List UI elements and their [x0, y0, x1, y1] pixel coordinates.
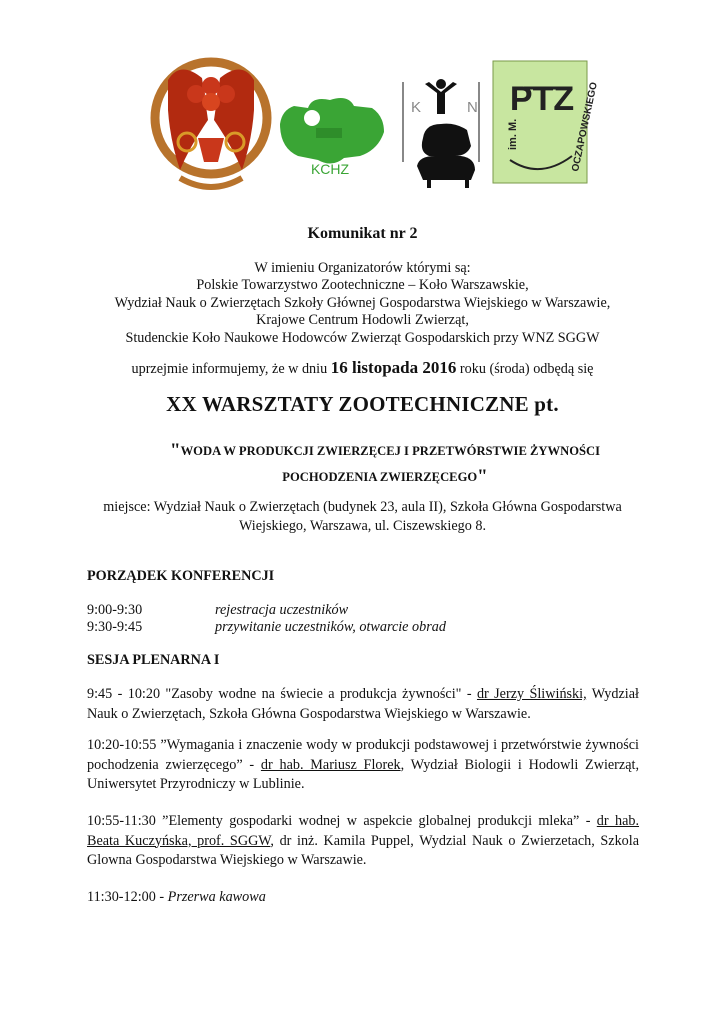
agenda-item — [87, 619, 647, 636]
event-location: miejsce: Wydział Nauk o Zwierzętach (budynek 23, aula II), Szkoła Główna Gospodarstwa Wiejskiego, Warszawa, ul. Ciszewskiego 8. — [103, 499, 622, 534]
event-date-line: uprzejmie informujemy, że w dniu 16 listopada 2016 roku (środa) odbędą się — [131, 358, 594, 377]
organizer-kchz: Krajowe Centrum Hodowli Zwierząt, — [256, 312, 469, 329]
organizer-ptz: Polskie Towarzystwo Zootechniczne – Koło Warszawskie, — [196, 277, 529, 294]
sknhzg-logo — [395, 76, 487, 188]
event-title: XX WARSZTATY ZOOTECHNICZNE pt. — [166, 392, 559, 416]
kchz-logo-text: KCHZ — [310, 161, 350, 177]
event-topic: "WODA W PRODUKCJI ZWIERZĘCEJ I PRZETWÓRSTWIE ŻYWNOŚCI POCHODZENIA ZWIERZĘCEGO" — [170, 440, 600, 487]
ptz-oczapowski-logo — [492, 60, 600, 184]
logo-strip — [0, 48, 725, 193]
talk-item: 10:20-10:55 ”Wymagania i znaczenie wody w produkcji podstawowej i przetwórstwie żywności pochodzenia zwierzęcego” - dr hab. Mariusz Florek, Wydział Biologii i Hodowli Zwierząt, Uniwersytet Przyrodniczy w Lublinie. — [87, 737, 639, 792]
organizers-block — [0, 260, 725, 347]
ptz-kolo-warszawskie-logo — [150, 50, 272, 190]
agenda-item — [87, 602, 647, 619]
organizer-sknhzg: Studenckie Koło Naukowe Hodowców Zwierząt Gospodarskich przy WNZ SGGW — [125, 329, 600, 346]
svg-text:PTZ: PTZ — [509, 80, 575, 118]
svg-text:im. M.: im. M. — [507, 118, 519, 150]
talk-speaker: dr Jerzy Śliwiński, — [476, 686, 587, 702]
announcement-title: Komunikat nr 2 — [307, 225, 418, 242]
organizer-wnz-sggw: Wydział Nauk o Zwierzętach Szkoły Głównej Gospodarstwa Wiejskiego w Warszawie, — [114, 294, 611, 311]
agenda-desc: przywitanie uczestników, otwarcie obrad — [215, 619, 446, 635]
svg-text:OCZAPOWSKIEGO: OCZAPOWSKIEGO — [570, 81, 600, 173]
svg-text:N: N — [467, 99, 478, 116]
talk-item: 10:55-11:30 ”Elementy gospodarki wodnej w aspekcie globalnej produkcji mleka” - dr hab. Beata Kuczyńska, prof. SGGW, dr inż. Kamila Puppel, Wydzial Nauk o Zwierzetach, Szkola Glowna Gospodarstwa Wiejskiego w Warszawie. — [87, 813, 640, 868]
agenda-time: 9:00-9:30 — [87, 602, 143, 618]
agenda-desc: rejestracja uczestników — [215, 602, 349, 618]
kchz-logo — [272, 92, 388, 184]
svg-text:K: K — [411, 99, 422, 116]
agenda-heading: PORZĄDEK KONFERENCJI — [87, 568, 275, 584]
agenda-time: 9:30-9:45 — [87, 619, 143, 635]
agenda-list — [87, 602, 647, 636]
talk-speaker: dr hab. Beata Kuczyńska, prof. SGGW — [87, 813, 640, 849]
session-heading: SESJA PLENARNA I — [87, 652, 220, 668]
talk-speaker: dr hab. Mariusz Florek — [260, 756, 401, 773]
coffee-break: 11:30-12:00 - Przerwa kawowa — [87, 889, 266, 905]
event-date: 16 listopada 2016 — [330, 358, 457, 377]
talk-item: 9:45 - 10:20 "Zasoby wodne na świecie a produkcja żywności" - dr Jerzy Śliwiński, Wydział Nauk o Zwierzętach, Szkoła Główna Gospodarstwa Wiejskiego w Warszawie. — [87, 686, 639, 722]
organizers-intro: W imieniu Organizatorów którymi są: — [254, 260, 471, 276]
